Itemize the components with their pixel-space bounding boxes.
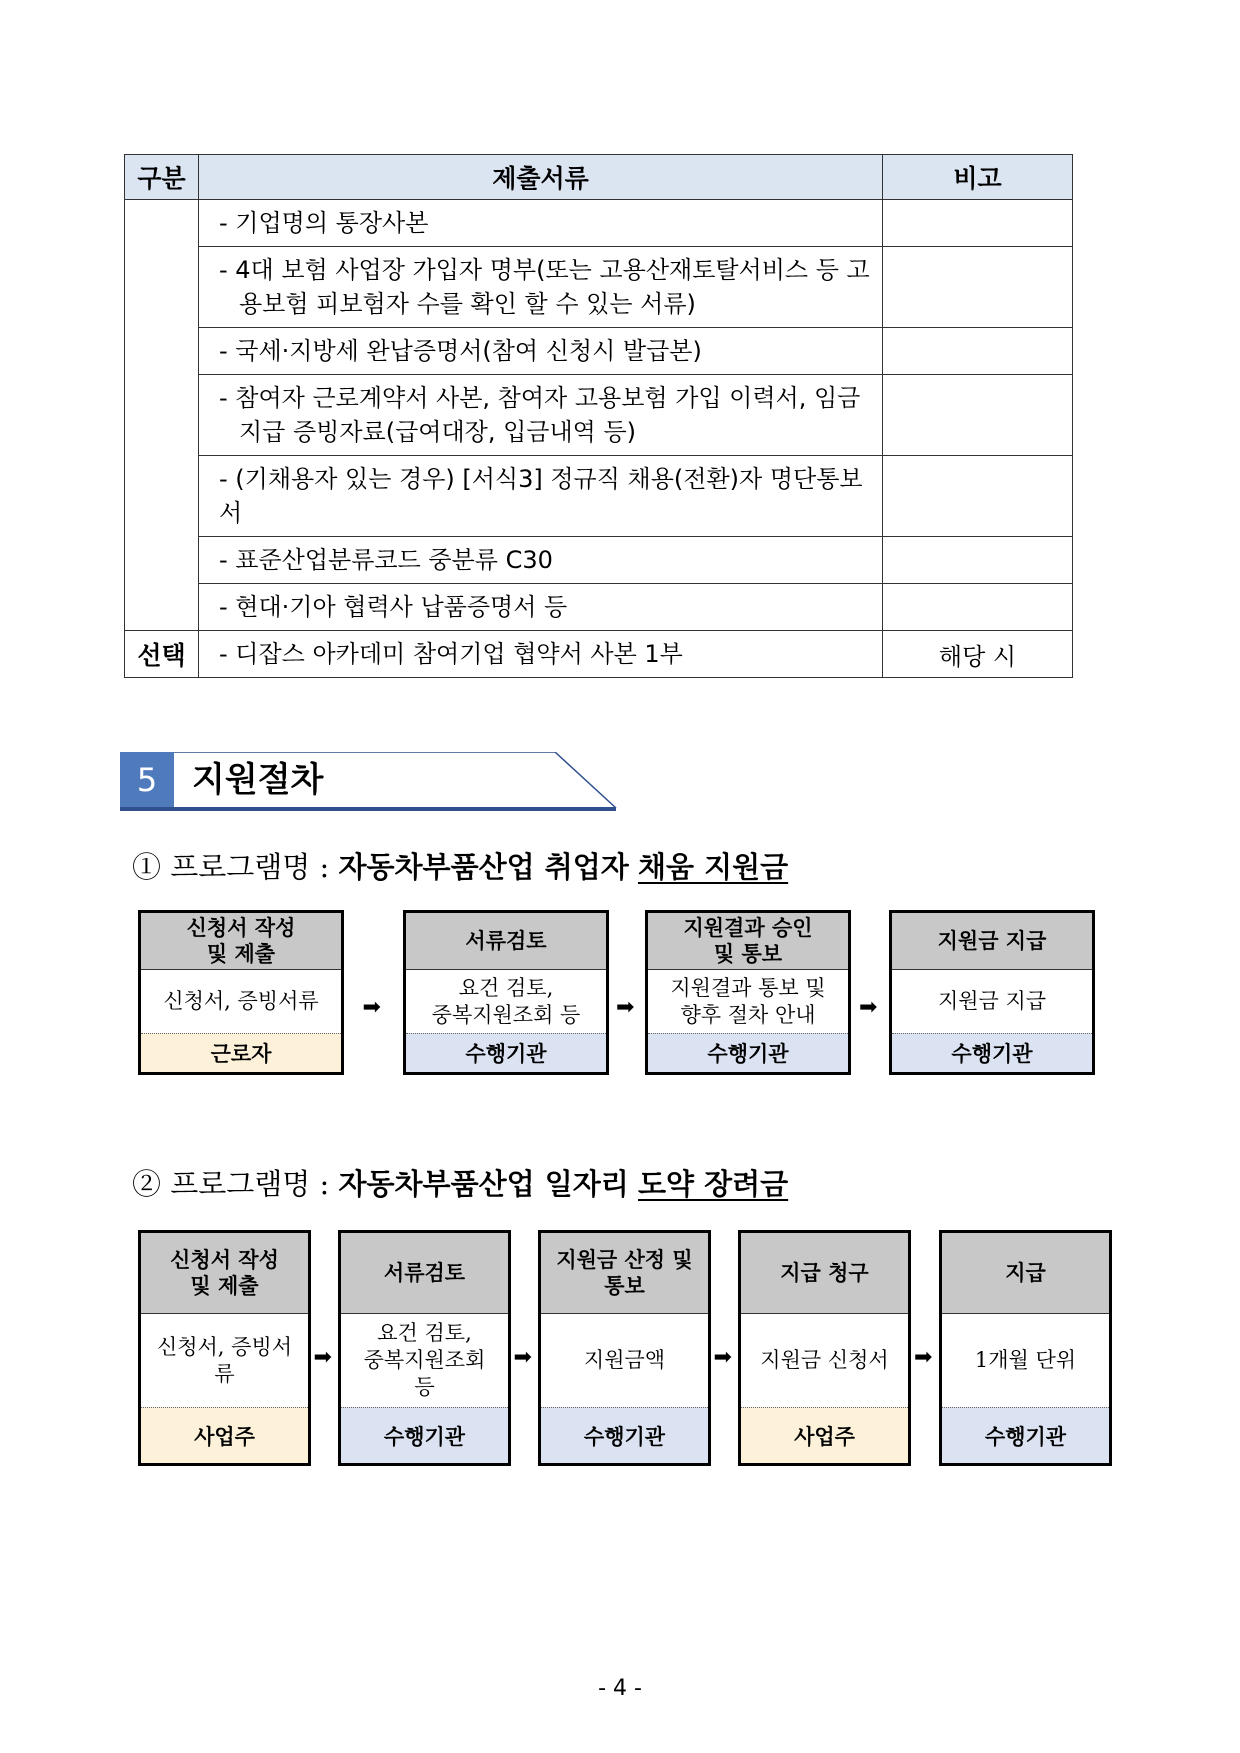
document-item: - 기업명의 통장사본 <box>199 200 883 247</box>
table-row-optional <box>125 631 1073 678</box>
document-item: - 참여자 근로계약서 사본, 참여자 고용보험 가입 이력서, 임금 지급 증빙자료(급여대장, 입금내역 등) <box>219 384 861 446</box>
step-body: 요건 검토, 중복지원조회 등 <box>363 1321 486 1399</box>
program2-name-underlined: 도약 장려금 <box>637 1167 789 1201</box>
program1-step-3 <box>645 910 851 1075</box>
step-title: 신청서 작성 및 제출 <box>141 913 341 970</box>
category-cell-empty <box>125 200 199 631</box>
step-body: 요건 검토, 중복지원조회 등 <box>431 975 581 1027</box>
step-body: 지원결과 통보 및 향후 절차 안내 <box>670 975 826 1027</box>
step-body: 지원금액 <box>583 1348 666 1372</box>
step-actor: 수행기관 <box>892 1033 1092 1072</box>
step-body: 지원금 지급 <box>937 989 1047 1013</box>
note-cell <box>883 537 1073 584</box>
document-item: - 표준산업분류코드 중분류 C30 <box>199 537 883 584</box>
step-actor: 수행기관 <box>341 1407 508 1463</box>
program2-name: 자동차부품산업 일자리 <box>338 1167 629 1201</box>
step-actor: 사업주 <box>141 1407 308 1463</box>
table-row <box>125 584 1073 631</box>
step-title: 지원결과 승인 및 통보 <box>648 913 848 970</box>
program1-label: 프로그램명 : <box>170 850 330 884</box>
table-row <box>125 375 1073 456</box>
table-row <box>125 328 1073 375</box>
table-row <box>125 247 1073 328</box>
note-cell <box>883 456 1073 537</box>
step-actor: 수행기관 <box>648 1033 848 1072</box>
step-title: 신청서 작성 및 제출 <box>141 1233 308 1314</box>
header-note: 비고 <box>883 155 1073 200</box>
table-row <box>125 537 1073 584</box>
document-item: - (기채용자 있는 경우) [서식3] 정규직 채용(전환)자 명단통보서 <box>199 456 883 537</box>
program2-step-1 <box>138 1230 311 1466</box>
program2-step-5 <box>939 1230 1112 1466</box>
step-title: 지원금 지급 <box>892 913 1092 970</box>
note-cell <box>883 375 1073 456</box>
program2-label: 프로그램명 : <box>170 1167 330 1201</box>
step-actor: 근로자 <box>141 1033 341 1072</box>
table-row <box>125 200 1073 247</box>
program1-step-1 <box>138 910 344 1075</box>
flow-arrow-icon: ➡ <box>914 1345 933 1370</box>
table-row <box>125 456 1073 537</box>
note-cell: 해당 시 <box>883 631 1073 678</box>
note-cell <box>883 247 1073 328</box>
program2-step-3 <box>538 1230 711 1466</box>
program1-name-underlined: 채움 지원금 <box>637 850 789 884</box>
document-item: - 현대·기아 협력사 납품증명서 등 <box>199 584 883 631</box>
step-title: 지원금 산정 및 통보 <box>541 1233 708 1314</box>
flow-arrow-icon: ➡ <box>616 995 635 1020</box>
submission-documents-table <box>124 154 1073 678</box>
step-body: 1개월 단위 <box>974 1348 1077 1372</box>
step-title: 지급 <box>942 1233 1109 1314</box>
program1-step-4 <box>889 910 1095 1075</box>
program2-heading <box>132 1162 788 1203</box>
program2-step-4 <box>738 1230 911 1466</box>
step-body: 신청서, 증빙서류 <box>156 1334 293 1386</box>
step-title: 지급 청구 <box>741 1233 908 1314</box>
program1-step-2 <box>403 910 609 1075</box>
step-actor: 수행기관 <box>541 1407 708 1463</box>
step-actor: 수행기관 <box>406 1033 606 1072</box>
document-item: - 디잡스 아카데미 참여기업 협약서 사본 1부 <box>199 631 883 678</box>
note-cell <box>883 328 1073 375</box>
document-item: - 국세·지방세 완납증명서(참여 신청시 발급본) <box>199 328 883 375</box>
header-category: 구분 <box>125 155 199 200</box>
category-optional: 선택 <box>125 631 199 678</box>
flow-arrow-icon: ➡ <box>362 995 381 1020</box>
section-header <box>120 752 620 812</box>
flow-arrow-icon: ➡ <box>713 1345 732 1370</box>
program2-step-2 <box>338 1230 511 1466</box>
note-cell <box>883 584 1073 631</box>
table-header-row <box>125 155 1073 200</box>
program1-name: 자동차부품산업 취업자 <box>338 850 629 884</box>
step-body: 신청서, 증빙서류 <box>163 989 319 1013</box>
header-documents: 제출서류 <box>199 155 883 200</box>
section-title: 지원절차 <box>192 760 324 800</box>
document-item: - 4대 보험 사업장 가입자 명부(또는 고용산재토탈서비스 등 고용보험 피보험자 수를 확인 할 수 있는 서류) <box>219 256 870 318</box>
flow-arrow-icon: ➡ <box>513 1345 532 1370</box>
step-title: 서류검토 <box>341 1233 508 1314</box>
page-number: - 4 - <box>598 1676 642 1701</box>
flow-arrow-icon: ➡ <box>859 995 878 1020</box>
step-actor: 사업주 <box>741 1407 908 1463</box>
note-cell <box>883 200 1073 247</box>
flow-arrow-icon: ➡ <box>313 1345 332 1370</box>
program1-heading <box>132 845 788 886</box>
program2-marker: ② <box>132 1167 162 1201</box>
section-number: 5 <box>136 761 158 799</box>
step-body: 지원금 신청서 <box>760 1348 889 1372</box>
program1-marker: ① <box>132 850 162 884</box>
step-title: 서류검토 <box>406 913 606 970</box>
step-actor: 수행기관 <box>942 1407 1109 1463</box>
